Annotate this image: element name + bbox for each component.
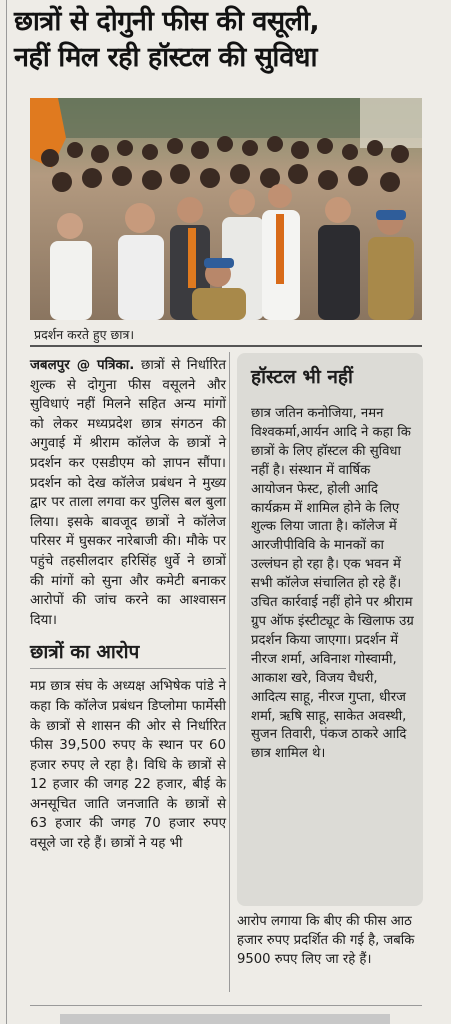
next-article-stub: [60, 1014, 390, 1024]
sidebar-heading: हॉस्टल भी नहीं: [251, 366, 353, 388]
page-left-rule: [6, 0, 7, 1024]
article-paragraph-1: [30, 356, 226, 630]
sidebar-body: छात्र जतिन कनोजिया, नमन विश्वकर्मा,आर्यन आदि ने कहा कि छात्रों के लिए हॉस्टल की सुविधा नहीं है। संस्थान में वार्षिक आयोजन फेस्ट, होली आदि कार्यक्रम में शामिल होने के लिए शुल्क लिया जाता है। कॉलेज में आरजीपीविवि के मानकों का उल्लंघन हो रहा है। एक भवन में सभी कॉलेज संचालित हो रहे हैं। उचित कार्रवाई नहीं होने पर श्रीराम ग्रुप ऑफ इंस्टीट्यूट के खिलाफ उग्र प्रदर्शन किया जाएगा। प्रदर्शन में नीरज शर्मा, अविनाश गोस्वामी, आकाश खरे, विजय चैधरी, आदित्य साहू, नीरज गुप्ता, धीरज शर्मा, ऋषि साहू, साकेत अवस्थी, सुजन तिवारी, पंकज ठाकरे आदि छात्र शामिल थे।: [251, 406, 414, 762]
column-divider: [229, 352, 230, 992]
protest-photo: [30, 98, 422, 320]
article-dateline: जबलपुर @ पत्रिका.: [30, 358, 135, 373]
headline: [14, 4, 444, 76]
bottom-rule: [30, 1005, 422, 1006]
photo-caption: प्रदर्शन करते हुए छात्र।: [34, 327, 135, 342]
article-subheading: छात्रों का आरोप: [30, 640, 226, 669]
headline-line-2: नहीं मिल रही हॉस्टल की सुविधा: [14, 42, 317, 73]
article-left-column: [30, 356, 226, 854]
sidebar-box: [237, 353, 423, 906]
caption-rule: [30, 345, 422, 347]
headline-line-1: छात्रों से दोगुनी फीस की वसूली,: [14, 6, 320, 37]
protest-photo-illustration: [30, 98, 422, 320]
article-paragraph-1-text: छात्रों से निर्धारित शुल्क से दोगुना फीस वसूलने और सुविधाएं नहीं मिलने सहित अन्य मांगों को लेकर मध्यप्रदेश छात्र संगठन की अगुवाई में श्रीराम कॉलेज के छात्रों ने प्रदर्शन कर एसडीएम को ज्ञापन सौंपा। प्रदर्शन को देख कॉलेज प्रबंधन ने मुख्य द्वार पर ताला लगवा कर पुलिस बल बुला लिया। इसके बावजूद छात्रों ने कॉलेज परिसर में घुसकर नारेबाजी की। मौके पर पहुंचे तहसीलदार हरिसिंह धुर्वे ने छात्रों की मांगों को सुना और कमेटी बनाकर आरोपों की जांच करने का आश्वासन दिया।: [30, 358, 226, 628]
article-paragraph-2: मप्र छात्र संघ के अध्यक्ष अभिषेक पांडे ने कहा कि कॉलेज प्रबंधन डिप्लोमा फार्मेसी के छात्रों से शासन की ओर से निर्धारित फीस 39,500 रुपए के स्थान पर 60 हजार रुपए ले रहा है। विधि के छात्रों से 12 हजार की जगह 22 हजार, बीई के अनसूचित जाति जनजाति के छात्रों से 63 हजार की जगह 70 हजार रुपए वसूले जा रहे हैं। छात्रों ने यह भी: [30, 679, 226, 852]
article-continuation: आरोप लगाया कि बीए की फीस आठ हजार रुपए प्रदर्शित की गई है, जबकि 9500 रुपए लिए जा रहे हैं।: [237, 914, 415, 967]
